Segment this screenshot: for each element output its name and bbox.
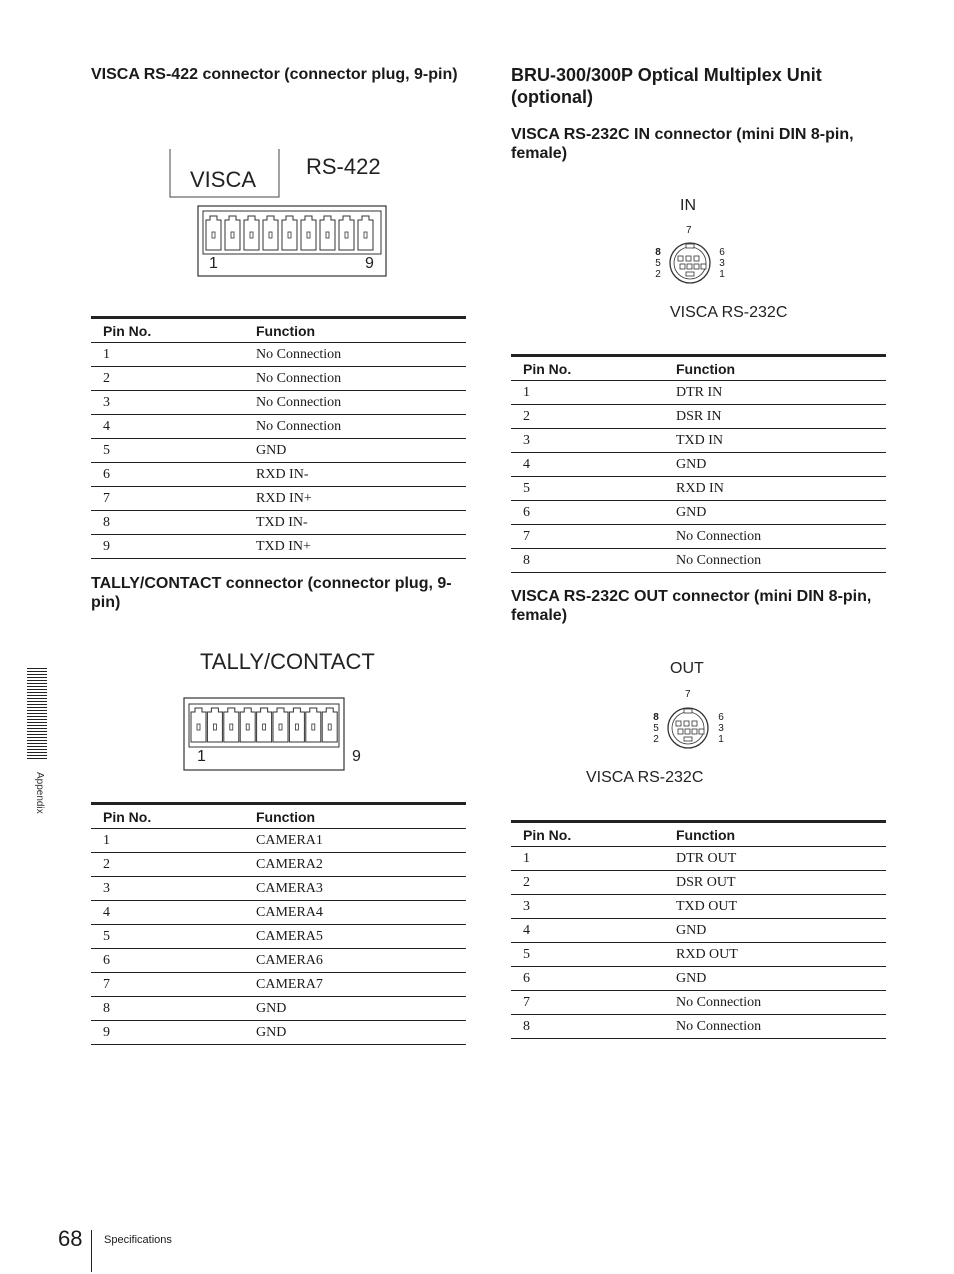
footer-divider: [91, 1230, 92, 1272]
pin-label: 6: [719, 247, 725, 258]
table-row: [91, 487, 466, 511]
pin-number-cell: 7: [91, 487, 244, 511]
rs232c-out-heading: VISCA RS-232C OUT connector (mini DIN 8-pin, female): [511, 588, 872, 624]
din-pin-hole: [687, 264, 692, 269]
tally-pin-end-label: 9: [352, 748, 361, 765]
function-cell: CAMERA7: [244, 973, 466, 997]
pin-label: 5: [655, 258, 661, 269]
out-left-pin-labels: [652, 712, 660, 745]
tally-contact-heading: TALLY/CONTACT connector (connector plug, 9-pin): [91, 575, 452, 611]
out-label: OUT: [670, 660, 704, 677]
function-cell: RXD OUT: [664, 943, 886, 967]
table-row: [511, 381, 886, 405]
terminal-pin: [240, 708, 255, 742]
table-row: [91, 415, 466, 439]
din-pin-hole: [694, 264, 699, 269]
column-header-function: Function: [244, 318, 466, 343]
table-row: [511, 967, 886, 991]
pin-number-cell: 2: [511, 405, 664, 429]
terminal-pin: [301, 216, 316, 250]
pin-number-cell: 9: [91, 1021, 244, 1045]
pin-label: 6: [718, 712, 724, 723]
din-pin-hole: [694, 256, 699, 261]
pin-number-cell: 6: [91, 463, 244, 487]
terminal-pin: [206, 216, 221, 250]
rs232c-in-pin-table: [511, 354, 886, 573]
pin-number-cell: 8: [511, 1015, 664, 1039]
pin-number-cell: 6: [511, 967, 664, 991]
table-row: [511, 1015, 886, 1039]
table-row: [91, 949, 466, 973]
visca-box-label: VISCA: [190, 167, 257, 192]
in-right-pin-labels: [718, 247, 726, 280]
terminal-pin: [244, 216, 259, 250]
table-row: [511, 919, 886, 943]
function-cell: RXD IN-: [244, 463, 466, 487]
column-header-function: Function: [244, 804, 466, 829]
terminal-pin: [339, 216, 354, 250]
pin-number-cell: 7: [91, 973, 244, 997]
table-row: [91, 367, 466, 391]
bru-unit-title: BRU-300/300P Optical Multiplex Unit (optional): [511, 65, 822, 107]
table-row: [511, 453, 886, 477]
terminal-pin: [322, 708, 337, 742]
terminal-pin: [191, 708, 206, 742]
function-cell: RXD IN+: [244, 487, 466, 511]
terminal-pin: [263, 216, 278, 250]
table-row: [511, 991, 886, 1015]
table-row: [511, 549, 886, 573]
function-cell: GND: [664, 919, 886, 943]
function-cell: DTR OUT: [664, 847, 886, 871]
pin-number-cell: 1: [91, 829, 244, 853]
table-row: [91, 511, 466, 535]
pin-label: 8: [655, 247, 661, 258]
pin-number-cell: 8: [511, 549, 664, 573]
pin-number-cell: 8: [91, 511, 244, 535]
table-row: [91, 829, 466, 853]
rs422-pin-end-label: 9: [365, 255, 374, 272]
table-row: [91, 997, 466, 1021]
out-right-pin-labels: [717, 712, 725, 745]
page-number: 68: [58, 1226, 83, 1251]
out-pin-7-label: 7: [685, 689, 691, 700]
pin-number-cell: 5: [91, 439, 244, 463]
pin-label: 1: [719, 269, 725, 280]
table-row: [511, 477, 886, 501]
function-cell: No Connection: [664, 991, 886, 1015]
table-row: [91, 343, 466, 367]
function-cell: CAMERA4: [244, 901, 466, 925]
din-pin-hole: [680, 264, 685, 269]
table-row: [91, 463, 466, 487]
rs232c-out-pin-table: [511, 820, 886, 1039]
pin-number-cell: 7: [511, 991, 664, 1015]
pin-number-cell: 1: [91, 343, 244, 367]
function-cell: No Connection: [664, 549, 886, 573]
in-pin-7-label: 7: [686, 225, 692, 236]
function-cell: CAMERA3: [244, 877, 466, 901]
function-cell: No Connection: [244, 343, 466, 367]
column-header-pin: Pin No.: [511, 822, 664, 847]
function-cell: TXD IN+: [244, 535, 466, 559]
pin-number-cell: 5: [511, 943, 664, 967]
terminal-pin: [273, 708, 288, 742]
pin-number-cell: 6: [511, 501, 664, 525]
table-row: [511, 943, 886, 967]
table-row: [91, 877, 466, 901]
pin-number-cell: 9: [91, 535, 244, 559]
function-cell: No Connection: [244, 415, 466, 439]
pin-number-cell: 4: [511, 919, 664, 943]
table-row: [511, 871, 886, 895]
din-pin-hole: [686, 256, 691, 261]
appendix-side-tab: [27, 668, 47, 760]
table-row: [511, 429, 886, 453]
function-cell: GND: [244, 439, 466, 463]
terminal-pin: [306, 708, 321, 742]
footer-section-label: Specifications: [104, 1234, 172, 1246]
function-cell: RXD IN: [664, 477, 886, 501]
table-row: [91, 391, 466, 415]
rs232c-in-heading: VISCA RS-232C IN connector (mini DIN 8-pin, female): [511, 126, 854, 162]
function-cell: GND: [244, 1021, 466, 1045]
pin-label: 2: [653, 734, 659, 745]
function-cell: No Connection: [244, 391, 466, 415]
function-cell: GND: [664, 501, 886, 525]
function-cell: No Connection: [664, 525, 886, 549]
appendix-side-label: Appendix: [34, 772, 45, 814]
pin-label: 1: [718, 734, 724, 745]
pin-number-cell: 2: [91, 853, 244, 877]
table-row: [91, 1021, 466, 1045]
din-pin-hole: [676, 721, 681, 726]
table-row: [511, 501, 886, 525]
function-cell: TXD IN: [664, 429, 886, 453]
table-row: [91, 901, 466, 925]
function-cell: GND: [664, 453, 886, 477]
din-center-key: [684, 737, 692, 741]
pin-number-cell: 1: [511, 381, 664, 405]
out-visca-rs232c-label: VISCA RS-232C: [586, 769, 704, 786]
pin-number-cell: 4: [91, 901, 244, 925]
table-header-row: [511, 356, 886, 381]
function-cell: DSR OUT: [664, 871, 886, 895]
in-left-pin-labels: [654, 247, 662, 280]
terminal-pin: [289, 708, 304, 742]
pin-number-cell: 8: [91, 997, 244, 1021]
din-pin-hole: [678, 256, 683, 261]
function-cell: No Connection: [244, 367, 466, 391]
pin-number-cell: 5: [91, 925, 244, 949]
pin-label: 3: [719, 258, 725, 269]
in-visca-rs232c-label: VISCA RS-232C: [670, 304, 788, 321]
function-cell: GND: [244, 997, 466, 1021]
din-pin-hole: [678, 729, 683, 734]
din-pin-hole: [692, 721, 697, 726]
pin-label: 5: [653, 723, 659, 734]
tally-pin-start-label: 1: [197, 748, 206, 765]
table-row: [91, 925, 466, 949]
terminal-pin: [224, 708, 239, 742]
din-center-key: [686, 272, 694, 276]
pin-number-cell: 2: [511, 871, 664, 895]
terminal-pin: [282, 216, 297, 250]
function-cell: DSR IN: [664, 405, 886, 429]
function-cell: TXD OUT: [664, 895, 886, 919]
pin-number-cell: 3: [91, 391, 244, 415]
function-cell: DTR IN: [664, 381, 886, 405]
rs422-pin-start-label: 1: [209, 255, 218, 272]
pin-number-cell: 1: [511, 847, 664, 871]
din-pin-hole: [692, 729, 697, 734]
pin-label: 3: [718, 723, 724, 734]
table-row: [91, 439, 466, 463]
table-header-row: [91, 318, 466, 343]
table-row: [511, 525, 886, 549]
table-row: [91, 535, 466, 559]
pin-number-cell: 7: [511, 525, 664, 549]
terminal-pin: [320, 216, 335, 250]
table-row: [511, 405, 886, 429]
column-header-pin: Pin No.: [91, 804, 244, 829]
pin-number-cell: 5: [511, 477, 664, 501]
din-pin-hole: [685, 729, 690, 734]
column-header-pin: Pin No.: [511, 356, 664, 381]
function-cell: CAMERA1: [244, 829, 466, 853]
din-pin-hole: [701, 264, 706, 269]
pin-number-cell: 3: [91, 877, 244, 901]
in-label: IN: [680, 197, 696, 214]
table-row: [511, 895, 886, 919]
function-cell: No Connection: [664, 1015, 886, 1039]
rs422-label: RS-422: [306, 154, 381, 179]
pin-label: 8: [653, 712, 659, 723]
pin-number-cell: 2: [91, 367, 244, 391]
function-cell: GND: [664, 967, 886, 991]
tally-contact-pin-table: [91, 802, 466, 1045]
pin-number-cell: 3: [511, 429, 664, 453]
pin-number-cell: 4: [91, 415, 244, 439]
table-row: [91, 973, 466, 997]
pin-number-cell: 3: [511, 895, 664, 919]
table-row: [511, 847, 886, 871]
column-header-function: Function: [664, 822, 886, 847]
visca-rs422-pin-table: [91, 316, 466, 559]
column-header-pin: Pin No.: [91, 318, 244, 343]
terminal-pin: [257, 708, 272, 742]
column-header-function: Function: [664, 356, 886, 381]
table-header-row: [91, 804, 466, 829]
function-cell: TXD IN-: [244, 511, 466, 535]
terminal-pin: [207, 708, 222, 742]
terminal-pin: [358, 216, 373, 250]
tally-contact-label: TALLY/CONTACT: [200, 649, 375, 674]
table-row: [91, 853, 466, 877]
function-cell: CAMERA5: [244, 925, 466, 949]
pin-number-cell: 6: [91, 949, 244, 973]
din-pin-hole: [699, 729, 704, 734]
visca-rs422-heading: VISCA RS-422 connector (connector plug, 9-pin): [91, 66, 458, 83]
terminal-pin: [225, 216, 240, 250]
function-cell: CAMERA2: [244, 853, 466, 877]
table-header-row: [511, 822, 886, 847]
pin-label: 2: [655, 269, 661, 280]
din-pin-hole: [684, 721, 689, 726]
function-cell: CAMERA6: [244, 949, 466, 973]
pin-number-cell: 4: [511, 453, 664, 477]
